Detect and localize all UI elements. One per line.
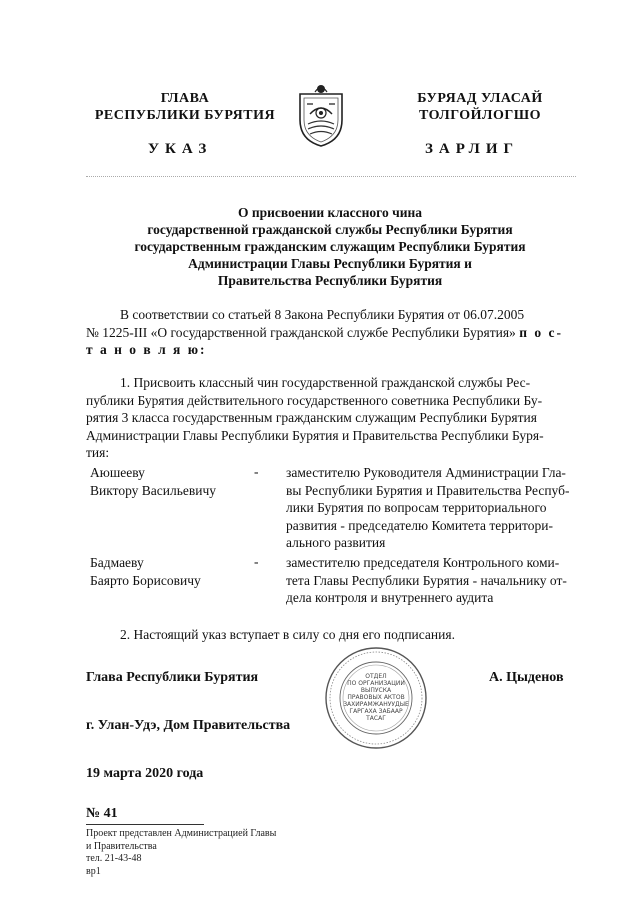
appointee-1-dash: - — [254, 464, 259, 479]
stamp-line5: ЗАХИРАМЖАНУУДЫЕ — [343, 701, 409, 708]
doc-type-right: ЗАРЛИГ — [425, 141, 520, 157]
title-line3: государственным гражданским служащим Республики Бурятия — [134, 239, 526, 254]
item-2: 2. Настоящий указ вступает в силу со дня его подписания. — [120, 627, 455, 642]
header-right-title — [375, 90, 585, 124]
signing-date: 19 марта 2020 года — [86, 766, 204, 781]
preamble-decree-word1: п о с- — [519, 324, 563, 340]
appointee-2-name — [90, 554, 260, 589]
stamp-line4: ПРАВОВЫХ АКТОВ — [347, 694, 405, 701]
header-left-title — [70, 90, 300, 124]
header-divider — [86, 176, 576, 177]
footnote-divider — [86, 824, 204, 825]
footnote-line3: тел. 21-43-48 — [86, 853, 142, 864]
header-left-line1: ГЛАВА — [160, 91, 210, 106]
appointee-1-name — [90, 464, 260, 499]
stamp-line3: ВЫПУСКА — [360, 687, 392, 694]
item1-line5: тия: — [86, 445, 110, 460]
preamble-text1: В соответствии со статьей 8 Закона Республики Бурятия от 06.07.2005 — [120, 307, 525, 322]
item1-line3: рятия 3 класса государственным гражданским служащим Республики Бурятия — [86, 410, 537, 425]
appointee-2-given: Баярто Борисовичу — [90, 572, 201, 588]
footnote — [86, 828, 326, 878]
preamble-line2 — [86, 324, 574, 342]
stamp-line2: ПО ОРГАНИЗАЦИИ — [347, 680, 405, 687]
title-line2: государственной гражданской службы Республики Бурятия — [147, 222, 513, 237]
decree-number: № 41 — [86, 806, 118, 821]
header-right-line1: БУРЯАД УЛАСАЙ — [417, 91, 543, 106]
appointee-2-pos-line1: заместителю председателя Контрольного коми- — [286, 555, 560, 570]
appointee-1-pos-line1: заместителю Руководителя Администрации Гла- — [286, 465, 566, 480]
signer-position: Глава Республики Бурятия — [86, 670, 259, 685]
official-stamp — [324, 646, 428, 750]
footnote-line2: и Правительства — [86, 840, 157, 852]
item1-line4: Администрации Главы Республики Бурятия и Правительства Республики Буря- — [86, 427, 544, 443]
doc-type-left: УКАЗ — [148, 141, 213, 157]
stamp-line6: ГАРГАХА ЗАБААР — [349, 708, 403, 715]
header-right-line2: ТОЛГОЙЛОГШО — [418, 108, 542, 123]
appointee-2-position — [286, 554, 574, 607]
appointee-1-given: Виктору Васильевичу — [90, 482, 217, 498]
document-title — [70, 204, 590, 289]
appointee-1-pos-line3: лики Бурятия по вопросам территориального — [286, 500, 547, 515]
preamble-line3 — [86, 341, 574, 359]
title-line4: Администрации Главы Республики Бурятия и — [188, 256, 472, 271]
appointee-1-pos-line5: ального развития — [286, 535, 386, 550]
appointee-2-surname: Бадмаеву — [90, 555, 144, 570]
appointee-1-surname: Аюшееву — [90, 465, 145, 480]
appointee-1-pos-line2: вы Республики Бурятия и Правительства Респуб- — [286, 482, 570, 498]
footnote-line1: Проект представлен Администрацией Главы — [86, 828, 277, 839]
stamp-text — [342, 673, 410, 722]
preamble — [86, 306, 574, 359]
preamble-decree-word2: т а н о в л я ю: — [86, 342, 207, 357]
header-left-line2: РЕСПУБЛИКИ БУРЯТИЯ — [94, 108, 276, 123]
appointee-2-pos-line2: тета Главы Республики Бурятия - начальнику от- — [286, 572, 567, 588]
appointee-1-position — [286, 464, 574, 552]
appointee-2-pos-line3: дела контроля и внутреннего аудита — [286, 590, 494, 605]
signer-name: А. Цыденов — [489, 670, 564, 685]
title-line1: О присвоении классного чина — [237, 205, 423, 220]
appointee-2-dash: - — [254, 554, 259, 569]
signing-place: г. Улан-Удэ, Дом Правительства — [86, 718, 291, 733]
stamp-line1: ОТДЕЛ — [365, 673, 387, 680]
coat-of-arms-icon — [296, 80, 346, 148]
preamble-line1 — [86, 306, 574, 324]
stamp-line7: ТАСАГ — [366, 715, 386, 722]
preamble-text2: № 1225-III «О государственной гражданской службе Республики Бурятия» — [86, 324, 516, 340]
item1-line2: публики Бурятия действительного государственного советника Республики Бу- — [86, 392, 543, 408]
title-line5: Правительства Республики Бурятия — [217, 273, 443, 288]
footnote-line4: вр1 — [86, 865, 101, 877]
item-1 — [86, 374, 574, 462]
appointee-1-pos-line4: развития - председателю Комитета территори- — [286, 517, 553, 533]
item1-line1: 1. Присвоить классный чин государственной гражданской службы Рес- — [120, 375, 531, 390]
